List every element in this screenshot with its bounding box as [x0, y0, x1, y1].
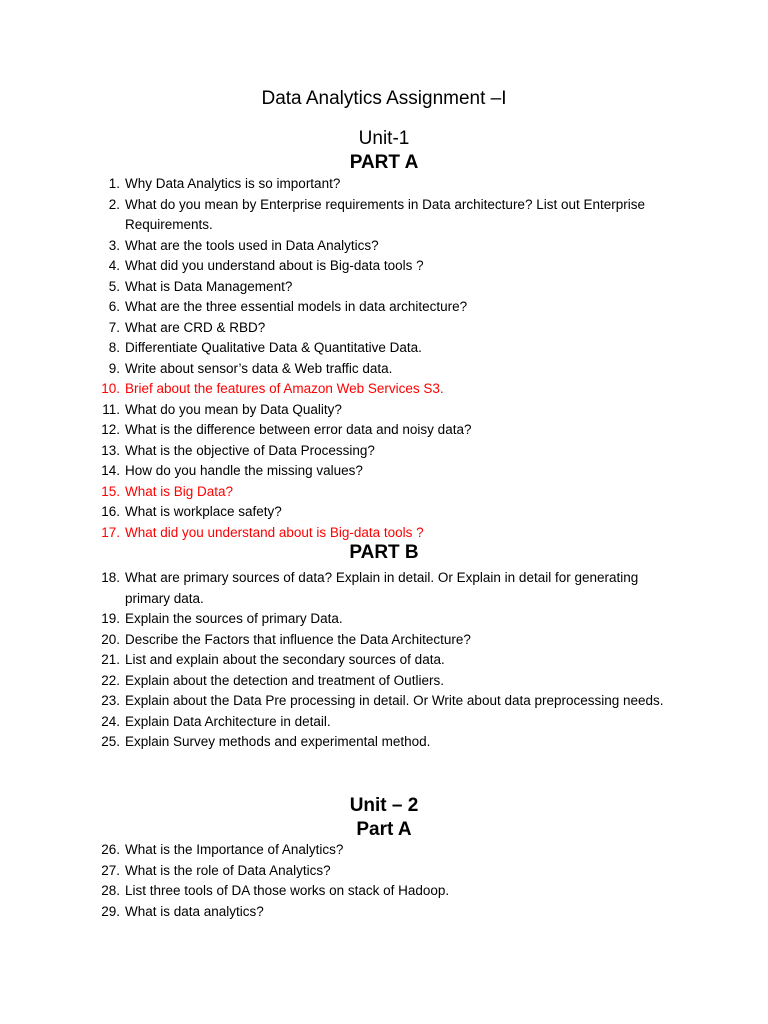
question-number: 1.	[108, 176, 120, 191]
question-number: 11.	[102, 401, 120, 417]
unit-1-part-b-question-list	[0, 568, 768, 753]
question-item	[0, 174, 768, 195]
question-number: 19.	[101, 611, 120, 626]
question-number: 16.	[101, 504, 120, 519]
question-text: What are primary sources of data? Explain in detail. Or Explain in detail for generating primary data.	[125, 570, 639, 606]
question-text: What is data analytics?	[125, 903, 264, 919]
question-text: What is Big Data?	[125, 483, 234, 499]
question-item	[0, 650, 768, 671]
question-number: 14.	[101, 463, 120, 478]
question-text: What is the objective of Data Processing?	[125, 442, 375, 458]
question-text: What are the tools used in Data Analytics?	[125, 237, 379, 253]
question-item	[0, 441, 768, 462]
question-text: Brief about the features of Amazon Web Services S3.	[125, 381, 444, 396]
question-number: 22.	[101, 672, 120, 688]
question-text: What did you understand about is Big-data tools ?	[125, 524, 424, 540]
question-number: 28.	[101, 883, 120, 898]
question-number: 6.	[108, 299, 120, 314]
question-item	[0, 568, 768, 609]
part-a-heading: PART A	[349, 152, 419, 173]
question-item	[0, 461, 768, 482]
question-number: 2.	[108, 196, 120, 212]
question-number: 15.	[101, 483, 120, 499]
question-number: 12.	[101, 422, 120, 437]
question-text: Explain the sources of primary Data.	[125, 611, 343, 626]
question-item	[0, 630, 768, 651]
question-number: 5.	[108, 278, 120, 294]
question-item	[0, 482, 768, 503]
question-item	[0, 881, 768, 902]
question-item	[0, 195, 768, 236]
question-text: Differentiate Qualitative Data & Quantitative Data.	[125, 340, 422, 355]
question-number: 23.	[101, 693, 120, 708]
unit-1-heading: Unit-1	[358, 128, 410, 149]
question-number: 7.	[108, 319, 120, 335]
part-b-heading: PART B	[349, 542, 419, 563]
question-text: What is workplace safety?	[125, 504, 282, 519]
question-item	[0, 609, 768, 630]
question-item	[0, 338, 768, 359]
unit-2-part-a-question-list	[0, 840, 768, 922]
question-text: Why Data Analytics is so important?	[125, 176, 341, 191]
question-number: 8.	[108, 340, 120, 355]
question-text: Describe the Factors that influence the Data Architecture?	[125, 631, 471, 647]
question-text: Explain Data Architecture in detail.	[125, 713, 331, 729]
question-item	[0, 732, 768, 753]
unit-2-heading: Unit – 2	[349, 795, 419, 816]
question-number: 29.	[101, 903, 120, 919]
question-text: What did you understand about is Big-data tools ?	[125, 258, 424, 273]
question-item	[0, 671, 768, 692]
question-text: Explain about the Data Pre processing in detail. Or Write about data preprocessing needs.	[125, 693, 664, 708]
question-text: List three tools of DA those works on stack of Hadoop.	[125, 883, 450, 898]
question-item	[0, 420, 768, 441]
question-text: What is the Importance of Analytics?	[125, 842, 344, 857]
question-item	[0, 379, 768, 400]
question-text: How do you handle the missing values?	[125, 463, 363, 478]
question-number: 17.	[101, 524, 120, 540]
question-item	[0, 861, 768, 882]
unit-1-part-a-question-list	[0, 174, 768, 543]
question-text: What is Data Management?	[125, 278, 293, 294]
question-text: What is the role of Data Analytics?	[125, 862, 331, 878]
question-item	[0, 359, 768, 380]
unit-2-part-a-heading: Part A	[356, 819, 412, 840]
question-text: What do you mean by Data Quality?	[125, 401, 342, 417]
question-text: Explain Survey methods and experimental method.	[125, 734, 431, 749]
question-number: 3.	[108, 237, 120, 253]
question-item	[0, 400, 768, 421]
question-number: 13.	[101, 442, 120, 458]
question-text: Explain about the detection and treatment of Outliers.	[125, 672, 444, 688]
document-title: Data Analytics Assignment –I	[261, 88, 507, 109]
question-item	[0, 691, 768, 712]
question-number: 20.	[101, 631, 120, 647]
question-number: 4.	[108, 258, 120, 273]
question-item	[0, 297, 768, 318]
question-item	[0, 712, 768, 733]
question-item	[0, 236, 768, 257]
question-number: 24.	[101, 713, 120, 729]
question-item	[0, 840, 768, 861]
question-item	[0, 256, 768, 277]
question-number: 26.	[101, 842, 120, 857]
question-number: 10.	[101, 381, 120, 396]
question-number: 25.	[101, 734, 120, 749]
question-item	[0, 502, 768, 523]
question-text: What are the three essential models in data architecture?	[125, 299, 468, 314]
question-item	[0, 902, 768, 923]
question-number: 27.	[101, 862, 120, 878]
question-number: 21.	[101, 652, 120, 667]
question-item	[0, 523, 768, 544]
question-number: 9.	[108, 360, 120, 376]
question-number: 18.	[101, 570, 120, 585]
question-text: What is the difference between error data and noisy data?	[125, 422, 472, 437]
question-text: Write about sensor’s data & Web traffic data.	[125, 360, 393, 376]
question-text: What do you mean by Enterprise requirements in Data architecture? List out Enterprise Requirements.	[125, 196, 646, 232]
question-item	[0, 318, 768, 339]
question-text: List and explain about the secondary sources of data.	[125, 652, 445, 667]
question-text: What are CRD & RBD?	[125, 319, 266, 335]
question-item	[0, 277, 768, 298]
